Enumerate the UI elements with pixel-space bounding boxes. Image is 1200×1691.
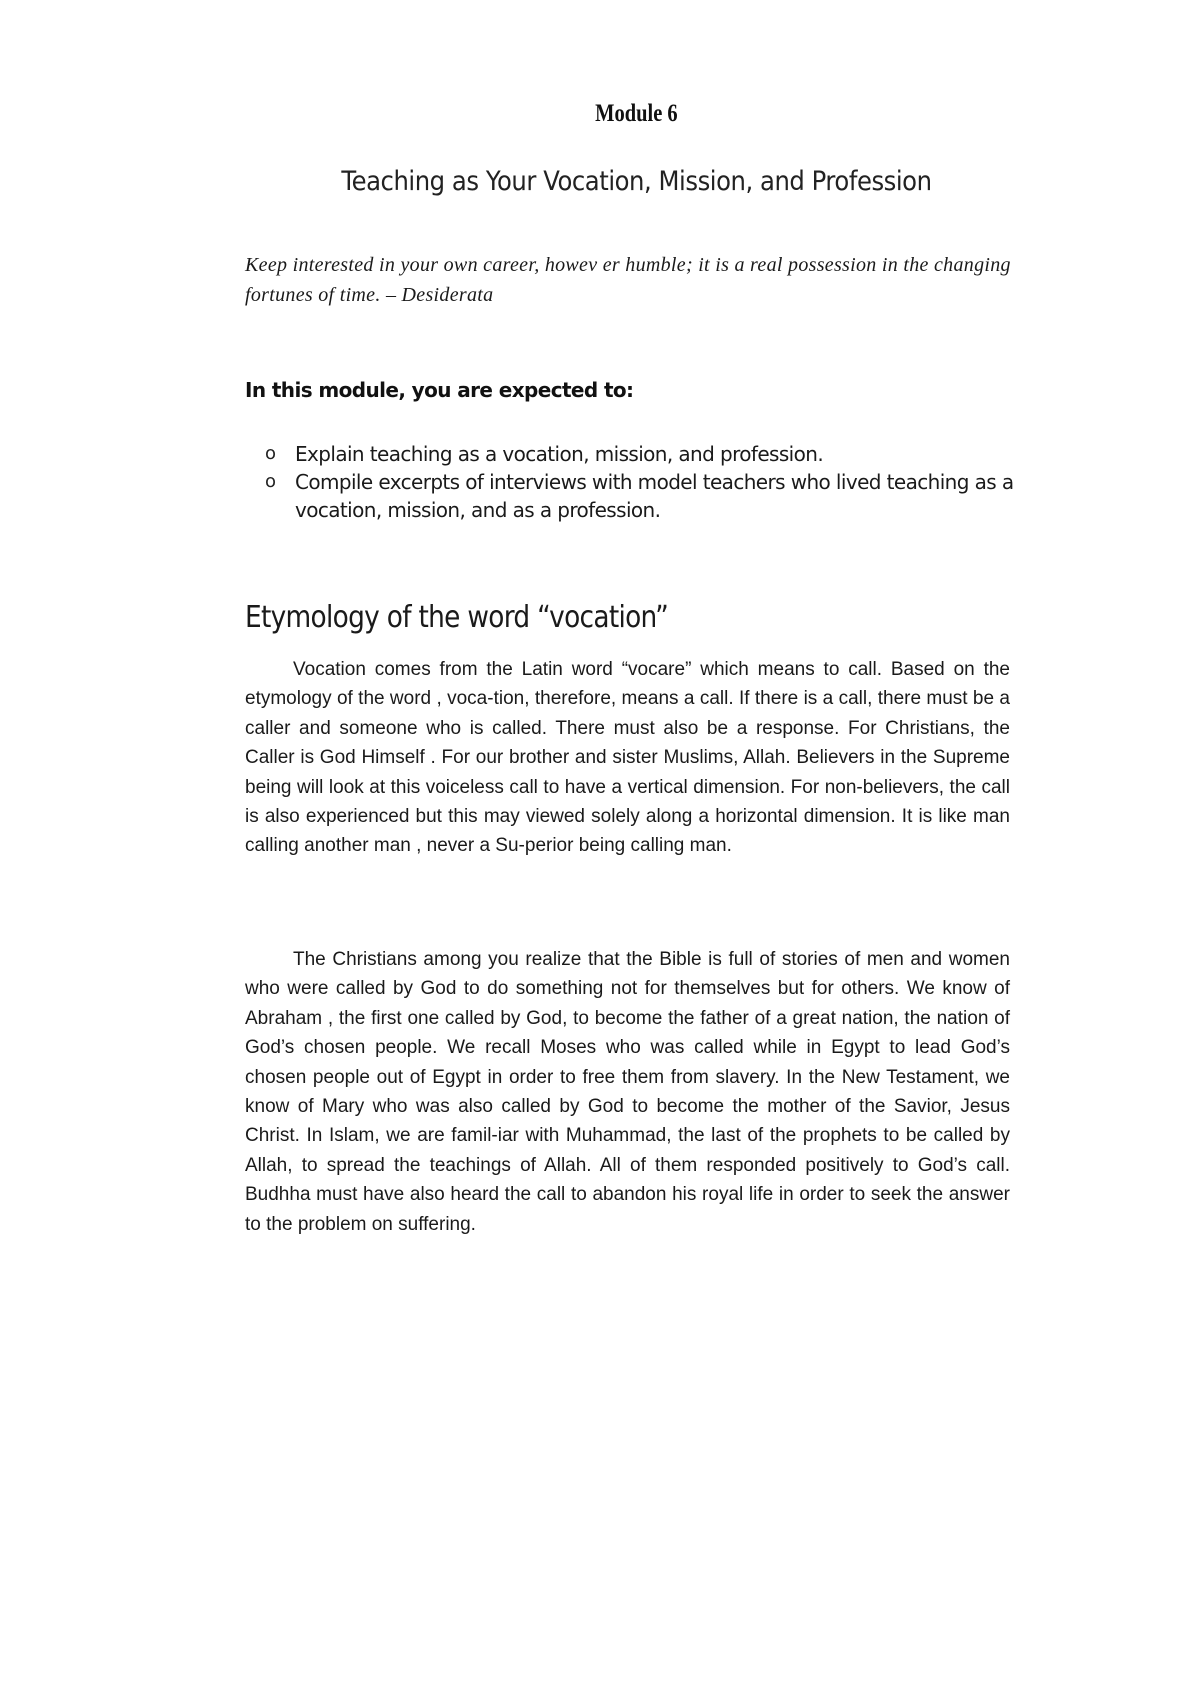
hollow-bullet-icon: o <box>265 443 276 464</box>
module-label: Module 6 <box>595 100 678 127</box>
epigraph-quote: Keep interested in your own career, howev er humble; it is a real possession in the changing fortunes of time. – Desiderata <box>245 254 1011 306</box>
hollow-bullet-icon: o <box>265 471 276 492</box>
objectives-heading: In this module, you are expected to: <box>245 378 634 402</box>
objective-item <box>265 440 1045 468</box>
objectives-list <box>265 440 1045 524</box>
objective-text: Compile excerpts of interviews with model teachers who lived teaching as a vocation, mission, and as a profession. <box>295 470 1014 522</box>
section-heading: Etymology of the word “vocation” <box>245 600 669 635</box>
body-paragraph: Vocation comes from the Latin word “vocare” which means to call. Based on the etymology of the word , voca-tion, therefore, means a call. If there is a call, there must be a caller and someone who is called. There must also be a response. For Christians, the Caller is God Himself . For our brother and sister Muslims, Allah. Believers in the Supreme being will look at this voiceless call to have a vertical dimension. For non-believers, the call is also experienced but this may viewed solely along a horizontal dimension. It is like man calling another man , never a Su-perior being calling man. <box>245 659 1010 857</box>
objective-text: Explain teaching as a vocation, mission, and profession. <box>295 442 824 466</box>
objective-item <box>265 468 1045 524</box>
body-paragraph: The Christians among you realize that the Bible is full of stories of men and women who were called by God to do something not for themselves but for others. We know of Abraham , the first one called by God, to become the father of a great nation, the nation of God’s chosen people. We recall Moses who was called while in Egypt to lead God’s chosen people out of Egypt in order to free them from slavery. In the New Testament, we know of Mary who was also called by God to become the mother of the Savior, Jesus Christ. In Islam, we are famil-iar with Muhammad, the last of the prophets to be called by Allah, to spread the teachings of Allah. All of them responded positively to God’s call. Budhha must have also heard the call to abandon his royal life in order to seek the answer to the problem on suffering. <box>245 949 1010 1235</box>
module-title: Teaching as Your Vocation, Mission, and Profession <box>341 166 932 197</box>
